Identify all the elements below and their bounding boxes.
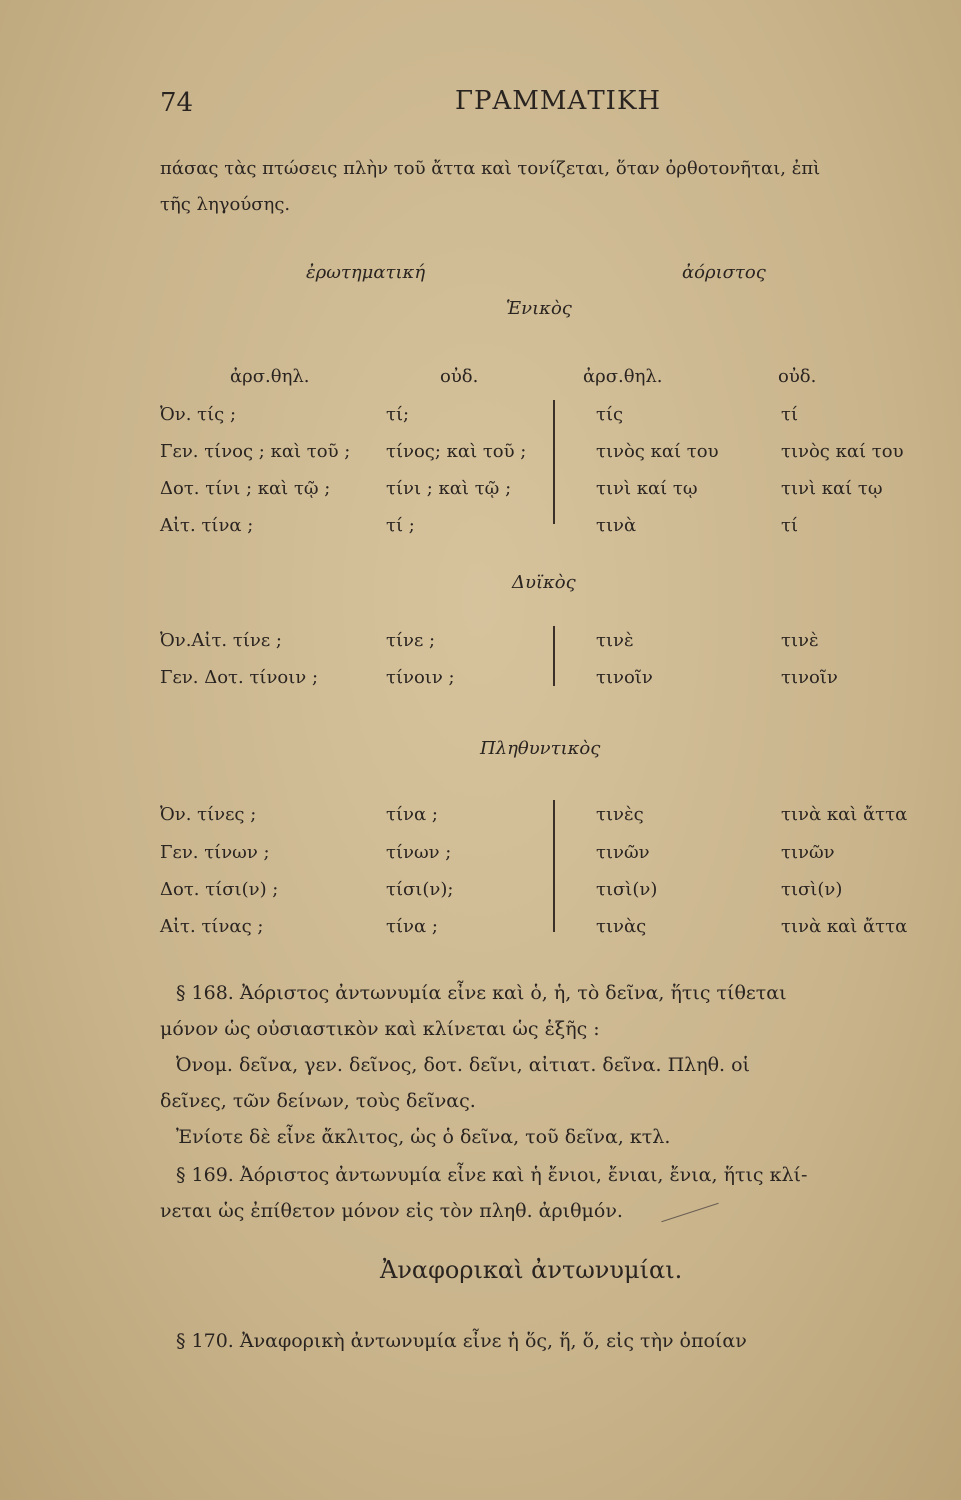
plural-row-i-neut: τινῶν <box>781 842 835 863</box>
dual-row-i-mf: τινὲ <box>596 630 634 651</box>
paragraph-168-line-5: Ἐνίοτε δὲ εἶνε ἄκλιτος, ὡς ὁ δεῖνα, τοῦ δεῖνα, κτλ. <box>176 1126 671 1148</box>
intro-line-2: τῆς ληγούσης. <box>160 194 291 215</box>
col-heading-interrogative: ἐρωτηματική <box>306 262 426 283</box>
col-label-q-neuter: οὐδ. <box>440 366 479 387</box>
page-title: ΓΡΑΜΜΑΤΙΚΗ <box>455 86 662 116</box>
dual-row-case: Ὀν.Αἰτ. τίνε ; <box>160 630 282 651</box>
singular-row-i-neut: τινὶ καί τῳ <box>781 478 883 499</box>
col-label-i-neuter: οὐδ. <box>778 366 817 387</box>
dual-row-i-neut: τινοῖν <box>781 667 838 688</box>
plural-row-case: Ὀν. τίνες ; <box>160 804 257 825</box>
plural-row-case: Γεν. τίνων ; <box>160 842 270 863</box>
singular-row-q-neut: τίνος; καὶ τοῦ ; <box>386 441 527 462</box>
section-label-plural: Πληθυντικὸς <box>480 738 601 759</box>
singular-row-i-mf: τινὰ <box>596 515 637 536</box>
paragraph-169-line-2: νεται ὡς ἐπίθετον μόνον εἰς τὸν πληθ. ἀριθμόν. <box>160 1200 623 1222</box>
plural-row-q-neut: τίνα ; <box>386 916 438 937</box>
plural-row-i-mf: τινὰς <box>596 916 647 937</box>
singular-row-q-neut: τί; <box>386 404 410 425</box>
plural-row-case: Δοτ. τίσι(ν) ; <box>160 879 279 900</box>
dual-row-i-neut: τινὲ <box>781 630 819 651</box>
singular-row-i-mf: τινὸς καί του <box>596 441 719 462</box>
singular-row-i-neut: τί <box>781 515 799 536</box>
divider-plural <box>553 800 555 932</box>
divider-dual <box>553 626 555 686</box>
col-heading-indefinite: ἀόριστος <box>682 262 766 283</box>
intro-line-1: πάσας τὰς πτώσεις πλὴν τοῦ ἄττα καὶ τονίζεται, ὅταν ὀρθοτονῆται, ἐπὶ <box>160 158 821 179</box>
dual-row-case: Γεν. Δοτ. τίνοιν ; <box>160 667 319 688</box>
col-label-q-masc-fem: ἀρσ.θηλ. <box>230 366 310 387</box>
paragraph-168-line-3: Ὀνομ. δεῖνα, γεν. δεῖνος, δοτ. δεῖνι, αἰτιατ. δεῖνα. Πληθ. οἱ <box>176 1054 750 1076</box>
singular-row-i-neut: τί <box>781 404 799 425</box>
paragraph-168-line-1: § 168. Ἀόριστος ἀντωνυμία εἶνε καὶ ὁ, ἡ, τὸ δεῖνα, ἥτις τίθεται <box>176 982 787 1004</box>
section-heading-relative-pronouns: Ἀναφορικαὶ ἀντωνυμίαι. <box>380 1256 683 1284</box>
singular-row-i-mf: τίς <box>596 404 624 425</box>
plural-row-i-mf: τισὶ(ν) <box>596 879 658 900</box>
pencil-mark <box>661 1203 718 1222</box>
plural-row-q-neut: τίνα ; <box>386 804 438 825</box>
page-number: 74 <box>160 88 194 118</box>
dual-row-q-neut: τίνοιν ; <box>386 667 455 688</box>
dual-row-q-neut: τίνε ; <box>386 630 436 651</box>
plural-row-case: Αἰτ. τίνας ; <box>160 916 264 937</box>
col-label-i-masc-fem: ἀρσ.θηλ. <box>583 366 663 387</box>
section-label-singular: Ἑνικὸς <box>506 298 572 319</box>
singular-row-case: Αἰτ. τίνα ; <box>160 515 254 536</box>
divider-singular <box>553 400 555 524</box>
plural-row-i-mf: τινῶν <box>596 842 650 863</box>
singular-row-q-neut: τίνι ; καὶ τῷ ; <box>386 478 512 499</box>
singular-row-case: Γεν. τίνος ; καὶ τοῦ ; <box>160 441 351 462</box>
paragraph-169-line-1: § 169. Ἀόριστος ἀντωνυμία εἶνε καὶ ἡ ἔνιοι, ἔνιαι, ἔνια, ἥτις κλί- <box>176 1164 808 1186</box>
plural-row-i-mf: τινὲς <box>596 804 644 825</box>
singular-row-i-neut: τινὸς καί του <box>781 441 904 462</box>
paragraph-168-line-2: μόνον ὡς οὐσιαστικὸν καὶ κλίνεται ὡς ἑξῆς : <box>160 1018 600 1040</box>
section-label-dual: Δυϊκὸς <box>512 572 576 593</box>
singular-row-i-mf: τινὶ καί τῳ <box>596 478 698 499</box>
singular-row-case: Δοτ. τίνι ; καὶ τῷ ; <box>160 478 331 499</box>
plural-row-q-neut: τίσι(ν); <box>386 879 454 900</box>
singular-row-case: Ὀν. τίς ; <box>160 404 237 425</box>
plural-row-i-neut: τισὶ(ν) <box>781 879 843 900</box>
plural-row-i-neut: τινὰ καὶ ἄττα <box>781 804 908 825</box>
paragraph-170-line-1: § 170. Ἀναφορικὴ ἀντωνυμία εἶνε ἡ ὅς, ἥ, ὅ, εἰς τὴν ὁποίαν <box>176 1330 747 1352</box>
dual-row-i-mf: τινοῖν <box>596 667 653 688</box>
plural-row-i-neut: τινὰ καὶ ἄττα <box>781 916 908 937</box>
paragraph-168-line-4: δεῖνες, τῶν δείνων, τοὺς δεῖνας. <box>160 1090 476 1112</box>
plural-row-q-neut: τίνων ; <box>386 842 452 863</box>
singular-row-q-neut: τί ; <box>386 515 415 536</box>
